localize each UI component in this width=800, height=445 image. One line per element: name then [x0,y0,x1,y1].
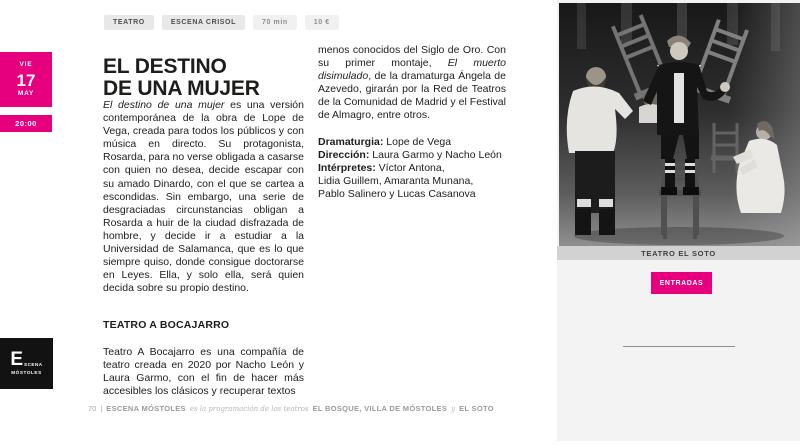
entradas-button-label: ENTRADAS [659,279,704,287]
right-panel [557,0,800,441]
footer-venues: EL BOSQUE, VILLA DE MÓSTOLES [312,404,448,413]
footer-tagline: es la programación de los teatros [189,405,309,413]
synopsis-text: es una versión contemporánea de la obra de Lope de Vega, creada para todos los públicos y con música en directo. Su protagonista, Rosarda, para no verse obligada a casarse con quien no desea, decide escapar con su amado Dinardo, con el que se cartea a escondidas. Sin embargo, una serie de desgraciadas circunstancias obligan a Rosarda a huir de la ciudad disfrazada de hombre, y decide ir a estudiar a la Universidad de Salamanca, que es lo que siempre quiso, donde consigue doctorarse en Leyes. Ella, y solo ella, será quien decida sobre su propio destino. [103,99,304,295]
credit-value: Víctor Antona, [375,161,445,174]
logo-word-scena: SCENA [24,361,43,367]
montage-title-italic: El muerto disimulado [318,57,506,83]
credit-dramaturgia [318,136,506,149]
escena-mostoles-logo [0,338,53,389]
credit-value: Lope de Vega [383,135,452,148]
text-column-1 [103,99,304,411]
footer-brand: ESCENA MÓSTOLES [106,404,186,413]
title-line-2: DE UNA MUJER [103,77,260,101]
tag-row [104,15,339,30]
performance-photo [559,3,800,246]
page-title [103,56,260,100]
credit-label: Dramaturgia: [318,135,384,148]
tag-duration: 70 min [253,15,297,30]
month: MAY [17,89,35,97]
work-title-italic: El destino de una mujer [103,99,225,111]
credit-label: Intérpretes: [318,161,376,174]
synopsis-paragraph [103,99,304,295]
event-time-badge [0,115,52,132]
footer-separator: | [100,404,103,413]
logo-word-mostoles: MÓSTOLES [11,369,42,375]
credit-interpretes [318,162,506,175]
title-line-1: EL DESTINO [103,55,227,79]
event-time: 20:00 [15,119,37,128]
credit-value: Lidia Guillem, Amaranta Munana, [318,174,474,187]
credits-block [318,136,506,201]
tag-price: 10 € [305,15,339,30]
logo-top-line [10,349,43,371]
tag-program: ESCENA CRISOL [162,15,245,30]
photo-caption: TEATRO EL SOTO [641,248,716,258]
continuation-paragraph [318,44,506,123]
footer-conjunction: y [451,405,456,413]
company-subheading: TEATRO A BOCAJARRO [103,319,230,332]
tag-category: TEATRO [104,15,154,30]
credit-value: Pablo Salinero y Lucas Casanova [318,187,476,200]
company-paragraph: Teatro A Bocajarro es una compañía de teatro creada en 2020 por Nacho León y Laura Garmo, con el fin de hacer más accesibles los clásicos y recuperar textos [103,345,304,397]
panel-divider-line [623,346,735,347]
footer-last-venue: EL SOTO [459,404,494,413]
page-number: 70 [88,404,97,413]
entradas-button[interactable] [651,272,712,294]
logo-initial: E [10,349,24,371]
photo-caption-strip [557,246,800,260]
credit-direccion [318,149,506,162]
event-date-badge [0,52,52,107]
credit-label: Dirección: [318,148,370,161]
day-number: 17 [16,70,36,90]
credit-interpretes-3 [318,188,506,201]
credit-interpretes-2 [318,175,506,188]
day-name: VIE [19,61,33,68]
credit-value: Laura Garmo y Nacho León [369,148,502,161]
page-footer [88,404,494,413]
text-column-2 [318,44,506,201]
continuation-text-1: menos conocidos del Siglo de Oro. Con su primer montaje, [318,44,506,70]
continuation-text-2: , de la dramaturga Ángela de Azevedo, girarán por la Red de Teatros de la Comunidad de Madrid y el Festival de Almagro, entre otros. [318,70,506,122]
